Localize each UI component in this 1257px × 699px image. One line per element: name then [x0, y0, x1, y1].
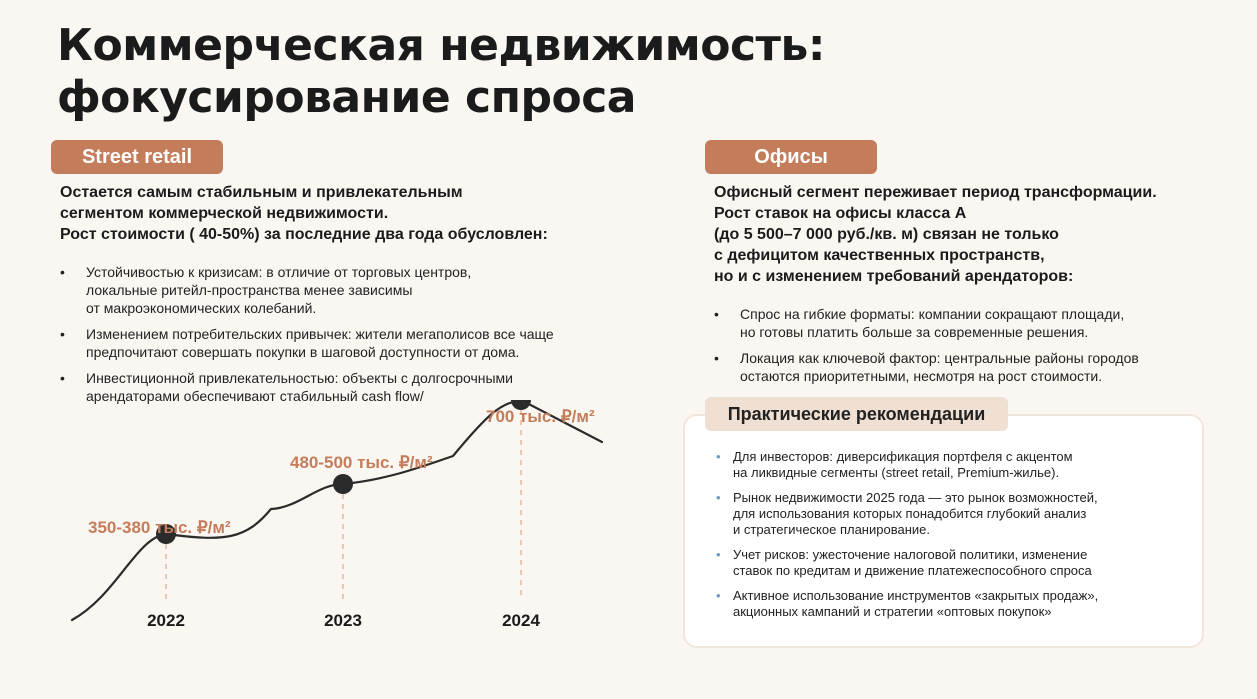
- data-point-2023: [333, 474, 353, 494]
- offices-lead: [714, 182, 1157, 287]
- data-label-2023: 480-500 тыс. ₽/м²: [290, 453, 433, 472]
- bullet-line: локальные ритейл-пространства менее зависимы: [86, 282, 413, 298]
- rec-line: ставок по кредитам и движение платежеспособного спроса: [733, 563, 1092, 578]
- data-label-2022: 350-380 тыс. ₽/м²: [88, 518, 231, 537]
- rec-line: • Рынок недвижимости 2025 года — это рынок возможностей,: [733, 490, 1098, 505]
- bullet-line: • Инвестиционной привлекательностью: объекты с долгосрочными: [86, 370, 513, 386]
- page-title-line-1: Коммерческая недвижимость:: [57, 20, 825, 71]
- street-lead-line-2: сегментом коммерческой недвижимости.: [60, 205, 389, 222]
- street-lead-line-3: Рост стоимости ( 40-50%) за последние два года обусловлен:: [60, 226, 548, 243]
- price-line: [72, 400, 602, 620]
- list-item: [716, 547, 1098, 579]
- offices-label: Офисы: [705, 140, 877, 174]
- offices-lead-line-2: Рост ставок на офисы класса А: [714, 205, 967, 222]
- rec-line: • Учет рисков: ужесточение налоговой политики, изменение: [733, 547, 1088, 562]
- rec-line: акционных кампаний и стратегии «оптовых покупок»: [733, 604, 1052, 619]
- street-lead-line-1: Остается самым стабильным и привлекательным: [60, 184, 463, 201]
- bullet-line: арендаторами обеспечивают стабильный cash flow/: [86, 388, 424, 404]
- bullet-line: но готовы платить больше за современные решения.: [740, 324, 1089, 340]
- offices-lead-line-5: но и с изменением требований арендаторов:: [714, 268, 1074, 285]
- rec-line: для использования которых понадобится глубокий анализ: [733, 506, 1087, 521]
- recommendations-list: [716, 449, 1098, 629]
- list-item: [714, 305, 1139, 341]
- list-item: [714, 349, 1139, 385]
- offices-lead-line-1: Офисный сегмент переживает период трансформации.: [714, 184, 1157, 201]
- rec-line: и стратегическое планирование.: [733, 522, 930, 537]
- bullet-line: • Изменением потребительских привычек: жители мегаполисов все чаще: [86, 326, 554, 342]
- bullet-line: • Локация как ключевой фактор: центральные районы городов: [740, 350, 1139, 366]
- street-retail-bullets: [60, 263, 554, 413]
- recommendations-title: Практические рекомендации: [705, 397, 1008, 431]
- offices-lead-line-3: (до 5 500–7 000 руб./кв. м) связан не только: [714, 226, 1059, 243]
- price-growth-chart: [60, 400, 620, 640]
- x-tick-2024: 2024: [502, 611, 540, 630]
- rec-line: на ликвидные сегменты (street retail, Premium-жилье).: [733, 465, 1060, 480]
- bullet-line: • Устойчивостью к кризисам: в отличие от торговых центров,: [86, 264, 472, 280]
- data-label-2024: 700 тыс. ₽/м²: [486, 407, 595, 426]
- offices-bullets: [714, 305, 1139, 393]
- list-item: [716, 449, 1098, 481]
- offices-lead-line-4: с дефицитом качественных пространств,: [714, 247, 1045, 264]
- page-title-line-2: фокусирование спроса: [57, 72, 636, 123]
- street-retail-label: Street retail: [51, 140, 223, 174]
- bullet-line: предпочитают совершать покупки в шаговой доступности от дома.: [86, 344, 520, 360]
- x-tick-2022: 2022: [147, 611, 185, 630]
- rec-line: • Для инвесторов: диверсификация портфеля с акцентом: [733, 449, 1073, 464]
- street-retail-lead: [60, 182, 548, 245]
- bullet-line: остаются приоритетными, несмотря на рост стоимости.: [740, 368, 1103, 384]
- list-item: [716, 490, 1098, 538]
- list-item: [60, 263, 554, 317]
- rec-line: • Активное использование инструментов «закрытых продаж»,: [733, 588, 1099, 603]
- bullet-line: от макроэкономических колебаний.: [86, 300, 317, 316]
- page-title: [57, 20, 825, 124]
- x-tick-2023: 2023: [324, 611, 362, 630]
- list-item: [716, 588, 1098, 620]
- list-item: [60, 325, 554, 361]
- bullet-line: • Спрос на гибкие форматы: компании сокращают площади,: [740, 306, 1125, 322]
